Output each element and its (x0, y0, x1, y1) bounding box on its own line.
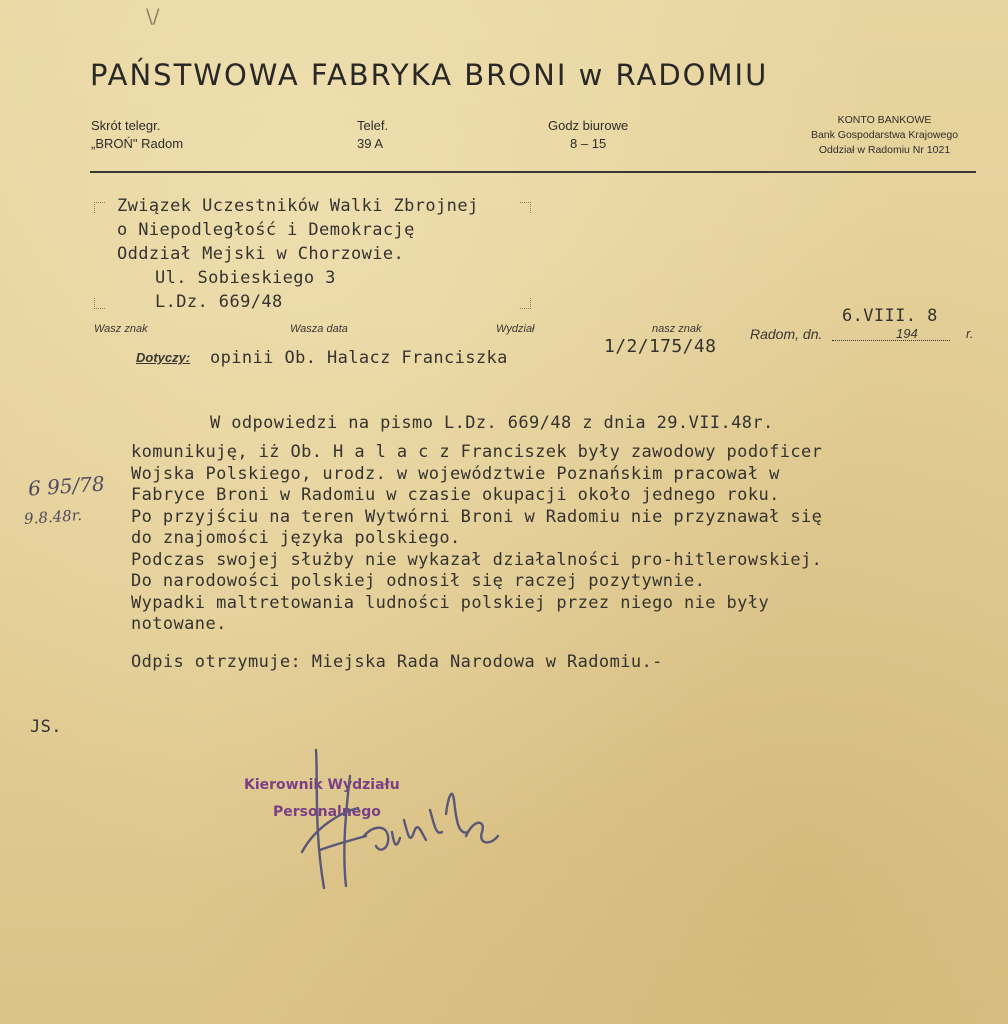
subject-text: opinii Ob. Halacz Franciszka (210, 348, 508, 368)
margin-note-date: 9.8.48r. (23, 505, 83, 529)
signature (296, 740, 506, 900)
year-prefix: 194 (896, 326, 918, 341)
address-line-5: L.Dz. 669/48 (155, 292, 283, 312)
telegraph-value: „BROŃ" Radom (91, 136, 184, 151)
copy-recipient-line: Odpis otrzymuje: Miejska Rada Narodowa w Radomiu.- (131, 652, 663, 672)
body-line-6: do znajomości języka polskiego. (131, 528, 461, 548)
body-line-1: W odpowiedzi na pismo L.Dz. 669/48 z dnia 29.VII.48r. (210, 413, 774, 433)
bank-branch: Oddział w Radomiu Nr 1021 (818, 144, 951, 156)
telegraph-label: Skrót telegr. (91, 118, 161, 133)
bank-name: Bank Gospodarstwa Krajowego (810, 129, 959, 141)
hours-block (548, 117, 628, 153)
stamp-line-1: Kierownik Wydziału (244, 777, 400, 793)
address-bracket-br (520, 298, 531, 309)
address-line-3: Oddział Mejski w Chorzowie. (117, 244, 405, 264)
telegraph-block (91, 117, 183, 153)
body-line-3: Wojska Polskiego, urodz. w województwie Poznańskim pracował w (131, 463, 780, 484)
bank-title: KONTO BANKOWE (837, 114, 932, 126)
phone-label: Telef. (357, 118, 389, 133)
address-bracket-tl (94, 202, 105, 213)
company-name: PAŃSTWOWA FABRYKA BRONI w RADOMIU (90, 58, 769, 92)
stamp-line-2: Personalnego (273, 804, 381, 820)
label-radom-dn: Radom, dn. (750, 326, 823, 342)
bank-block (792, 113, 977, 158)
recipient-address (117, 194, 479, 314)
phone-block (357, 117, 388, 153)
subject-label: Dotyczy: (136, 350, 191, 365)
address-line-4: Ul. Sobieskiego 3 (155, 268, 336, 288)
label-wasz-znak: Wasz znak (94, 323, 148, 335)
body-line-7: Podczas swojej służby nie wykazał działalności pro-hitlerowskiej. (131, 549, 823, 570)
typist-initials: JS. (30, 717, 62, 737)
label-nasz-znak: nasz znak (652, 323, 702, 335)
address-line-1: Związek Uczestników Walki Zbrojnej (117, 196, 479, 216)
body-paragraph (131, 442, 822, 636)
label-wasza-data: Wasza data (290, 323, 348, 335)
typed-date: 6.VIII. 8 (842, 306, 938, 326)
hours-value: 8 – 15 (570, 136, 607, 151)
subject-reference-number: 1/2/175/48 (604, 336, 717, 357)
address-bracket-bl (94, 298, 105, 309)
body-line-4: Fabryce Broni w Radomiu w czasie okupacji około jednego roku. (131, 485, 780, 505)
body-line-2: komunikuję, iż Ob. H a l a c z Franciszek były zawodowy podoficer (131, 442, 823, 462)
body-line-8: Do narodowości polskiej odnosił się raczej pozytywnie. (131, 571, 706, 591)
address-bracket-tr (520, 202, 531, 213)
label-wydzial: Wydział (496, 323, 535, 335)
date-dotted-line (832, 340, 950, 341)
phone-value: 39 A (357, 136, 384, 151)
year-suffix: r. (966, 326, 974, 341)
margin-note-number: 6 95/78 (27, 471, 106, 501)
body-line-10: notowane. (131, 614, 227, 634)
letterhead-divider (90, 171, 976, 173)
body-line-5: Po przyjściu na teren Wytwórni Broni w Radomiu nie przyznawał się (131, 506, 823, 527)
hours-label: Godz biurowe (548, 118, 629, 133)
corner-check-mark: \/ (146, 4, 160, 28)
body-line-9: Wypadki maltretowania ludności polskiej przez niego nie były (131, 592, 770, 613)
address-line-2: o Niepodległość i Demokrację (117, 220, 415, 240)
